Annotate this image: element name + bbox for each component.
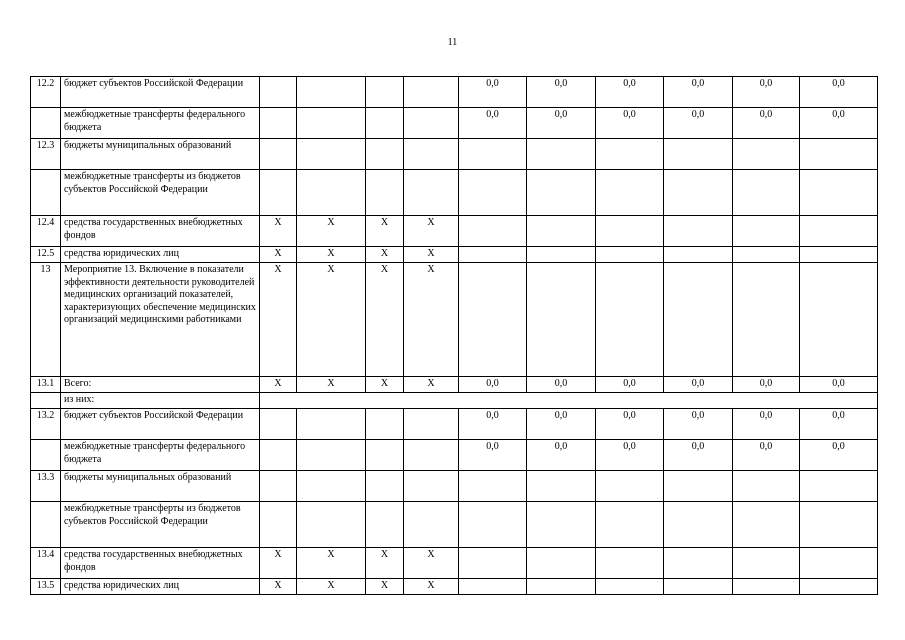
value-cell bbox=[664, 170, 733, 216]
row-label: межбюджетные трансферты федерального бюджета bbox=[61, 440, 260, 471]
value-cell bbox=[596, 579, 664, 595]
value-cell bbox=[800, 471, 878, 502]
value-cell: 0,0 bbox=[733, 377, 800, 393]
row-number: 12.3 bbox=[31, 139, 61, 170]
value-cell bbox=[800, 579, 878, 595]
value-cell bbox=[733, 139, 800, 170]
x-mark-cell bbox=[366, 77, 404, 108]
value-cell bbox=[527, 139, 596, 170]
x-mark-cell bbox=[297, 502, 366, 548]
value-cell: 0,0 bbox=[664, 108, 733, 139]
row-number: 13.5 bbox=[31, 579, 61, 595]
x-mark-cell: X bbox=[297, 579, 366, 595]
row-number: 13 bbox=[31, 263, 61, 377]
value-cell bbox=[527, 263, 596, 377]
table-row bbox=[31, 440, 878, 471]
value-cell: 0,0 bbox=[800, 108, 878, 139]
value-cell bbox=[733, 247, 800, 263]
row-number: 12.5 bbox=[31, 247, 61, 263]
table-row bbox=[31, 471, 878, 502]
table-row bbox=[31, 247, 878, 263]
value-cell bbox=[664, 579, 733, 595]
table-row bbox=[31, 377, 878, 393]
x-mark-cell bbox=[297, 139, 366, 170]
x-mark-cell bbox=[404, 139, 459, 170]
x-mark-cell: X bbox=[297, 548, 366, 579]
value-cell: 0,0 bbox=[596, 440, 664, 471]
x-mark-cell bbox=[297, 409, 366, 440]
x-mark-cell bbox=[297, 170, 366, 216]
merged-empty-cell bbox=[260, 393, 878, 409]
value-cell bbox=[596, 139, 664, 170]
value-cell: 0,0 bbox=[800, 77, 878, 108]
value-cell bbox=[664, 263, 733, 377]
x-mark-cell bbox=[297, 440, 366, 471]
value-cell bbox=[733, 502, 800, 548]
value-cell: 0,0 bbox=[527, 409, 596, 440]
x-mark-cell bbox=[260, 409, 297, 440]
row-number: 12.2 bbox=[31, 77, 61, 108]
x-mark-cell: X bbox=[366, 579, 404, 595]
page-number: 11 bbox=[447, 37, 458, 48]
x-mark-cell: X bbox=[260, 263, 297, 377]
value-cell bbox=[527, 502, 596, 548]
value-cell: 0,0 bbox=[664, 440, 733, 471]
table-row bbox=[31, 170, 878, 216]
value-cell: 0,0 bbox=[664, 377, 733, 393]
x-mark-cell bbox=[366, 108, 404, 139]
row-label: средства государственных внебюджетных фондов bbox=[61, 548, 260, 579]
x-mark-cell: X bbox=[404, 263, 459, 377]
row-number: 13.1 bbox=[31, 377, 61, 393]
x-mark-cell: X bbox=[366, 247, 404, 263]
table-row bbox=[31, 216, 878, 247]
x-mark-cell: X bbox=[404, 548, 459, 579]
row-label: бюджет субъектов Российской Федерации bbox=[61, 409, 260, 440]
x-mark-cell: X bbox=[366, 377, 404, 393]
x-mark-cell bbox=[260, 139, 297, 170]
value-cell: 0,0 bbox=[596, 77, 664, 108]
x-mark-cell bbox=[404, 77, 459, 108]
row-number: 13.3 bbox=[31, 471, 61, 502]
value-cell bbox=[733, 263, 800, 377]
table-row bbox=[31, 139, 878, 170]
table-row bbox=[31, 108, 878, 139]
value-cell: 0,0 bbox=[459, 440, 527, 471]
x-mark-cell: X bbox=[404, 579, 459, 595]
x-mark-cell bbox=[260, 108, 297, 139]
value-cell bbox=[596, 471, 664, 502]
table-row bbox=[31, 502, 878, 548]
row-label: средства юридических лиц bbox=[61, 579, 260, 595]
x-mark-cell: X bbox=[297, 247, 366, 263]
value-cell: 0,0 bbox=[459, 377, 527, 393]
value-cell bbox=[596, 170, 664, 216]
row-number: 13.2 bbox=[31, 409, 61, 440]
x-mark-cell bbox=[297, 471, 366, 502]
row-label: средства государственных внебюджетных фондов bbox=[61, 216, 260, 247]
row-label: межбюджетные трансферты из бюджетов субъектов Российской Федерации bbox=[61, 170, 260, 216]
value-cell bbox=[527, 170, 596, 216]
value-cell bbox=[527, 216, 596, 247]
x-mark-cell: X bbox=[404, 247, 459, 263]
value-cell bbox=[459, 170, 527, 216]
value-cell bbox=[664, 139, 733, 170]
value-cell bbox=[733, 170, 800, 216]
row-label: Всего: bbox=[61, 377, 260, 393]
x-mark-cell bbox=[260, 502, 297, 548]
value-cell: 0,0 bbox=[527, 440, 596, 471]
value-cell: 0,0 bbox=[664, 77, 733, 108]
x-mark-cell: X bbox=[297, 263, 366, 377]
value-cell: 0,0 bbox=[596, 409, 664, 440]
value-cell bbox=[596, 548, 664, 579]
value-cell bbox=[596, 247, 664, 263]
table-row bbox=[31, 77, 878, 108]
row-number: 13.4 bbox=[31, 548, 61, 579]
table-row bbox=[31, 393, 878, 409]
row-number bbox=[31, 393, 61, 409]
value-cell bbox=[459, 247, 527, 263]
row-label: Мероприятие 13. Включение в показатели эффективности деятельности руководителей медицинских организаций показателей, характеризующих обеспечение медицинских организаций медицинскими работниками bbox=[61, 263, 260, 377]
value-cell bbox=[800, 548, 878, 579]
table-row bbox=[31, 409, 878, 440]
row-label: межбюджетные трансферты из бюджетов субъектов Российской Федерации bbox=[61, 502, 260, 548]
value-cell bbox=[800, 502, 878, 548]
row-label: из них: bbox=[61, 393, 260, 409]
value-cell bbox=[459, 216, 527, 247]
value-cell: 0,0 bbox=[664, 409, 733, 440]
row-label: бюджеты муниципальных образований bbox=[61, 471, 260, 502]
x-mark-cell bbox=[404, 471, 459, 502]
value-cell: 0,0 bbox=[733, 108, 800, 139]
value-cell: 0,0 bbox=[459, 77, 527, 108]
value-cell bbox=[459, 502, 527, 548]
table-row bbox=[31, 263, 878, 377]
value-cell bbox=[527, 247, 596, 263]
x-mark-cell bbox=[404, 409, 459, 440]
row-label: бюджеты муниципальных образований bbox=[61, 139, 260, 170]
row-number bbox=[31, 502, 61, 548]
value-cell bbox=[733, 548, 800, 579]
row-number bbox=[31, 170, 61, 216]
value-cell bbox=[527, 548, 596, 579]
value-cell: 0,0 bbox=[459, 108, 527, 139]
x-mark-cell: X bbox=[404, 216, 459, 247]
value-cell bbox=[459, 548, 527, 579]
value-cell bbox=[596, 502, 664, 548]
value-cell: 0,0 bbox=[596, 377, 664, 393]
value-cell bbox=[733, 216, 800, 247]
x-mark-cell bbox=[366, 502, 404, 548]
value-cell bbox=[459, 263, 527, 377]
x-mark-cell: X bbox=[366, 216, 404, 247]
x-mark-cell: X bbox=[260, 548, 297, 579]
x-mark-cell bbox=[260, 440, 297, 471]
x-mark-cell: X bbox=[297, 377, 366, 393]
x-mark-cell bbox=[366, 471, 404, 502]
x-mark-cell: X bbox=[260, 377, 297, 393]
x-mark-cell: X bbox=[366, 263, 404, 377]
value-cell bbox=[800, 170, 878, 216]
value-cell bbox=[800, 139, 878, 170]
row-label: бюджет субъектов Российской Федерации bbox=[61, 77, 260, 108]
x-mark-cell bbox=[297, 108, 366, 139]
x-mark-cell bbox=[297, 77, 366, 108]
value-cell bbox=[664, 548, 733, 579]
x-mark-cell bbox=[260, 471, 297, 502]
x-mark-cell bbox=[404, 108, 459, 139]
value-cell: 0,0 bbox=[800, 440, 878, 471]
x-mark-cell bbox=[404, 502, 459, 548]
x-mark-cell: X bbox=[297, 216, 366, 247]
value-cell bbox=[664, 471, 733, 502]
value-cell bbox=[459, 579, 527, 595]
value-cell: 0,0 bbox=[596, 108, 664, 139]
budget-table bbox=[30, 76, 878, 595]
value-cell bbox=[664, 502, 733, 548]
value-cell: 0,0 bbox=[800, 377, 878, 393]
value-cell bbox=[527, 579, 596, 595]
value-cell bbox=[733, 579, 800, 595]
x-mark-cell bbox=[404, 440, 459, 471]
x-mark-cell: X bbox=[404, 377, 459, 393]
value-cell bbox=[459, 139, 527, 170]
value-cell: 0,0 bbox=[800, 409, 878, 440]
x-mark-cell bbox=[404, 170, 459, 216]
value-cell bbox=[664, 247, 733, 263]
x-mark-cell bbox=[366, 409, 404, 440]
row-label: межбюджетные трансферты федерального бюджета bbox=[61, 108, 260, 139]
row-label: средства юридических лиц bbox=[61, 247, 260, 263]
row-number bbox=[31, 440, 61, 471]
value-cell: 0,0 bbox=[527, 377, 596, 393]
x-mark-cell bbox=[366, 440, 404, 471]
value-cell: 0,0 bbox=[733, 440, 800, 471]
value-cell bbox=[733, 471, 800, 502]
value-cell: 0,0 bbox=[527, 77, 596, 108]
value-cell bbox=[800, 216, 878, 247]
x-mark-cell: X bbox=[260, 216, 297, 247]
table-row bbox=[31, 548, 878, 579]
row-number: 12.4 bbox=[31, 216, 61, 247]
x-mark-cell bbox=[366, 139, 404, 170]
x-mark-cell bbox=[260, 170, 297, 216]
value-cell: 0,0 bbox=[459, 409, 527, 440]
value-cell bbox=[527, 471, 596, 502]
value-cell bbox=[596, 263, 664, 377]
x-mark-cell: X bbox=[260, 579, 297, 595]
value-cell: 0,0 bbox=[527, 108, 596, 139]
row-number bbox=[31, 108, 61, 139]
value-cell: 0,0 bbox=[733, 409, 800, 440]
value-cell bbox=[800, 247, 878, 263]
value-cell bbox=[664, 216, 733, 247]
value-cell bbox=[596, 216, 664, 247]
value-cell bbox=[459, 471, 527, 502]
x-mark-cell bbox=[366, 170, 404, 216]
x-mark-cell: X bbox=[260, 247, 297, 263]
value-cell: 0,0 bbox=[733, 77, 800, 108]
table-row bbox=[31, 579, 878, 595]
x-mark-cell: X bbox=[366, 548, 404, 579]
x-mark-cell bbox=[260, 77, 297, 108]
value-cell bbox=[800, 263, 878, 377]
